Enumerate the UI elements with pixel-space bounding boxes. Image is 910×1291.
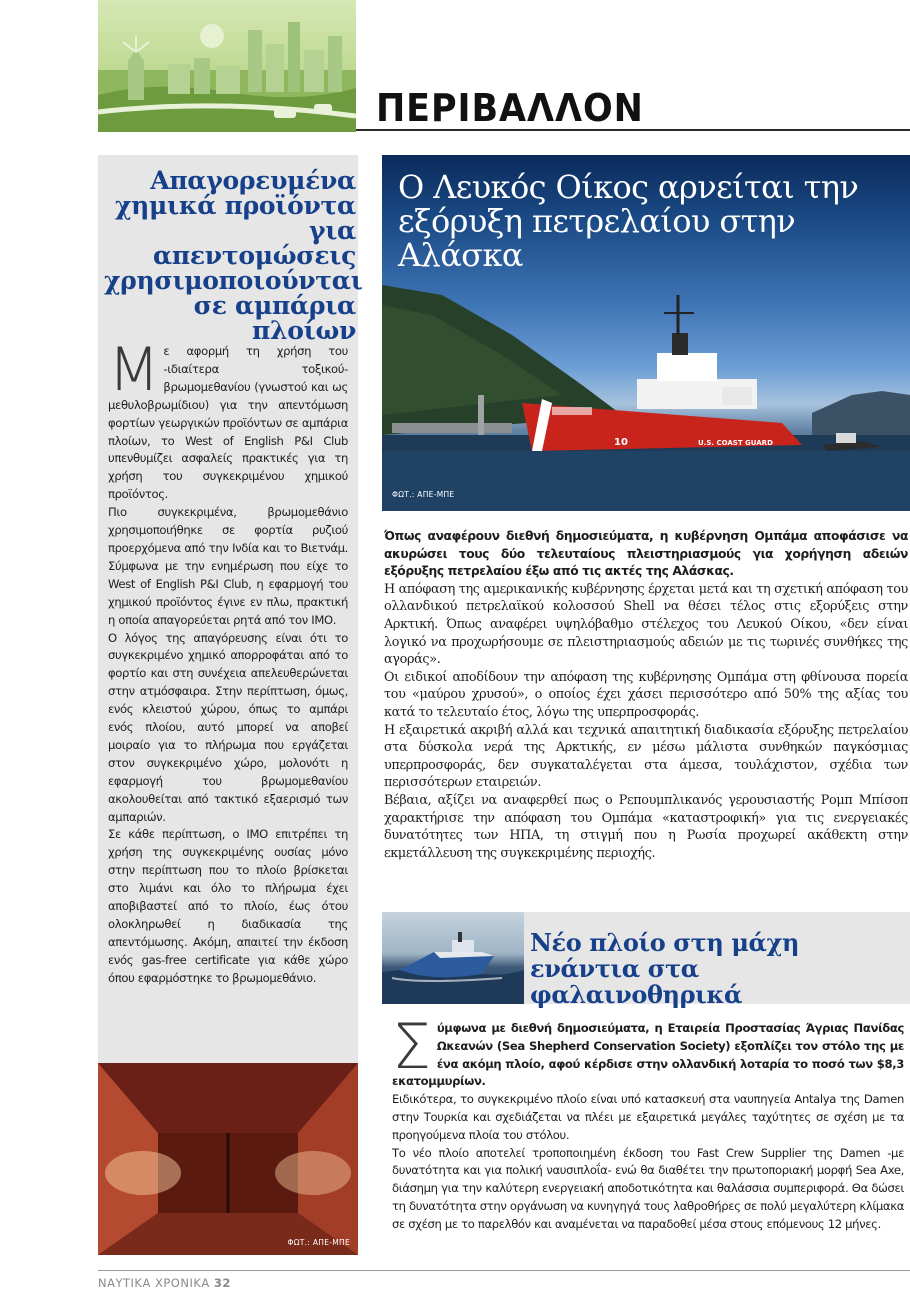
footer-rule (98, 1270, 910, 1271)
photo-credit: ΦΩΤ.: ΑΠΕ-ΜΠΕ (392, 490, 455, 499)
main-lead: Όπως αναφέρουν διεθνή δημοσιεύματα, η κυβέρνηση Ομπάμα αποφάσισε να ακυρώσει τους δύο τελευταίους πλειστηριασμούς για χορήγηση αδειών εξόρυξης πετρελαίου έξω από τις ακτές της Αλάσκας. (384, 529, 908, 579)
dropcap: Σ (392, 1010, 431, 1083)
sidebar-paragraph: Με αφορμή τη χρήση του -ιδιαίτερα τοξικού- βρωμομεθανίου (γνωστού και ως μεθυλοβρωμίδιου) για την απεντόμωση φορτίων γεωργικών προϊόντων σε αμπάρια πλοίων, το West of English P&I Club υπενθυμίζει ασφαλείς πρακτικές για τη χρήση του συγκεκριμένου χημικού προϊόντος. (108, 335, 348, 502)
main-paragraph: Η απόφαση της αμερικανικής κυβέρνησης έρχεται μετά και τη σχετική απόφαση του ολλανδικού πετρελαϊκού κολοσσού Shell να θέσει τέλος στις εξορύξεις στην Αρκτική. Όπως αναφέρει υψηλόβαθμο στέλεχος του Λευκού Οίκου, «δεν είναι λογικό να προχωρήσουμε σε πλειστηριασμούς αδειών με τις τωρινές συνθήκες της αγοράς». (384, 581, 908, 668)
second-lead: Σύμφωνα με διεθνή δημοσιεύματα, η Εταιρεία Προστασίας Άγριας Πανίδας Ωκεανών (Sea Shepherd Conservation Society) εξοπλίζει τον στόλο της με ένα ακόμη πλοίο, αφού κέρδισε στην ολλανδική λοταρία το ποσό των $8,3 εκατομμυρίων. (392, 1010, 904, 1089)
sidebar-paragraph: Σε κάθε περίπτωση, ο ΙΜΟ επιτρέπει τη χρήση της συγκεκριμένης ουσίας μόνο στην περίπτωση που το πλοίο βρίσκεται στο λιμάνι και όλο το πλήρωμα έχει αποβιβαστεί από το πλοίο, έως ότου ολοκληρωθεί η διαδικασία της απεντόμωσης. Ακόμη, απαιτεί την έκδοση ενός gas-free certificate για κάθε χώρο όπου εφαρμόστηκε το βρωμομεθάνιο. (108, 827, 348, 985)
second-paragraph: Το νέο πλοίο αποτελεί τροποποιημένη έκδοση του Fast Crew Supplier της Damen -με δυνατότητα και για πολική ναυσιπλοΐα- ενώ θα διαθέτει την πρωτοποριακή μορφή Sea Axe, διάσημη για την καλύτερη ενεργειακή αποδοτικότητα και θαλάσσια συμπεριφορά. Θα δώσει τη δυνατότητα στην οργάνωση να κυνηγηγά τους λαθροθήρες σε πολύ μεγαλύτερη κλίμακα σε σχέση με το παρελθόν και αναμένεται να παραδοθεί μέσα στους επόμενους 12 μήνες. (392, 1145, 904, 1231)
main-paragraph: Η εξαιρετικά ακριβή αλλά και τεχνικά απαιτητική διαδικασία εξόρυξης πετρελαίου στα δύσκολα νερά της Αρκτικής, εν μέσω μάλιστα συνθηκών παγκόσμιας υπερπροσφοράς, δεν συγκαταλέγεται στα άμεσα, τουλάχιστον, σχέδια των περισσότερων εταιρειών. (384, 722, 908, 791)
sidebar-paragraph: Πιο συγκεκριμένα, βρωμομεθάνιο χρησιμοποιήθηκε σε φορτία ρυζιού προερχόμενα από την Ινδία και το Βιετνάμ. Σύμφωνα με την ενημέρωση που είχε το West of English P&I Club, η εφαρμογή του χημικού προϊόντος έγινε εν πλω, πρακτική η οποία απαγορεύεται ρητά από τον ΙΜΟ. (108, 505, 348, 627)
main-paragraph: Οι ειδικοί αποδίδουν την απόφαση της κυβέρνησης Ομπάμα στη φθίνουσα πορεία του «μαύρου χρυσού», ο οποίος έχει χάσει περισσότερο από 50% της αξίας του κατά το τελευταίο έτος, λόγω της υπερπροσφοράς. (384, 669, 908, 720)
ship-hull-number: 10 (614, 437, 628, 448)
main-paragraph: Βέβαια, αξίζει να αναφερθεί πως ο Ρεπουμπλικανός γερουσιαστής Ρομπ Μπίσοπ χαρακτήρισε την απόφαση του Ομπάμα «καταστροφική» για τις ενεργειακές δυνατότητες των ΗΠΑ, τη στιγμή που η Ρωσία προχωρεί ακάθεκτη στην εκμετάλλευση της συγκεκριμένης περιοχής. (384, 792, 908, 861)
photo-credit: ΦΩΤ.: ΑΠΕ-ΜΠΕ (287, 1238, 350, 1247)
section-title: ΠΕΡΙΒΑΛΛΟΝ (376, 86, 644, 130)
magazine-name: ΝΑΥΤΙΚΑ ΧΡΟΝΙΚΑ (98, 1276, 210, 1290)
footer (98, 1276, 231, 1290)
dropcap: Μ (108, 335, 160, 405)
second-paragraph: Ειδικότερα, το συγκεκριμένο πλοίο είναι υπό κατασκευή στα ναυπηγεία Antalya της Damen στην Τουρκία και σχεδιάζεται να πλέει με εξαιρετικά μεγάλες ταχύτητες σε σχέση με τα προηγούμενα πλοία του στόλου. (392, 1092, 904, 1142)
sidebar-body (108, 335, 348, 988)
header-illustration (98, 0, 356, 132)
page-number: 32 (213, 1276, 231, 1290)
sidebar-paragraph: Ο λόγος της απαγόρευσης είναι ότι το συγκεκριμένο χημικό απορροφάται από το φορτίο και στη συνέχεια απελευθερώνεται στην ατμόσφαιρα. Στην περίπτωση, όμως, ενός κλειστού χώρου, όπως το αμπάρι ενός πλοίου, αυτό μπορεί να αποβεί μοιραίο για το πλήρωμα που εργάζεται στον συγκεκριμένο χώρο, μολονότι η εφαρμογή του βρωμομεθανίου ακολουθείται από τακτικό εξαερισμό των αμπαριών. (108, 630, 348, 824)
ship-marking: U.S. COAST GUARD (698, 439, 773, 447)
second-body (392, 1010, 904, 1234)
main-headline: Ο Λευκός Οίκος αρνείται την εξόρυξη πετρελαίου στην Αλάσκα (398, 168, 859, 274)
main-body (384, 528, 908, 862)
second-headline: Νέο πλοίο στη μάχη ενάντια στα φαλαινοθηρικά (530, 928, 799, 1009)
cargo-hold-photo (98, 1063, 358, 1255)
sidebar-headline: Απαγορευμένα χημικά προϊόντα για απεντομώσεις χρησιμοποιούνται σε αμπάρια πλοίων (104, 166, 363, 345)
vessel-photo (382, 912, 524, 1004)
